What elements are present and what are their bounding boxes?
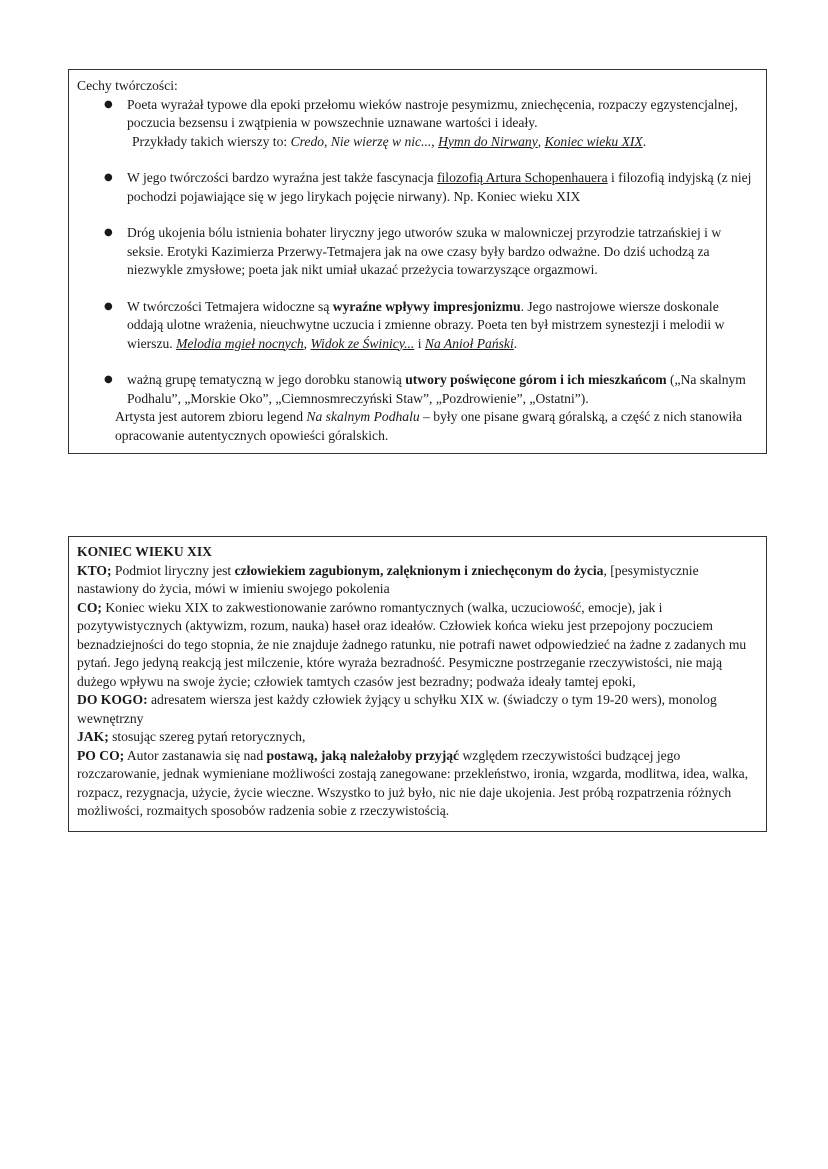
section-text: , [pesymistycznie nastawiony do życia, mówi w imieniu swojego pokolenia [77, 562, 699, 596]
separator: , [537, 133, 545, 149]
separator: . [513, 335, 518, 351]
poem-link-melodia[interactable] [176, 336, 304, 351]
poem-link-text: Hymn do Nirwany [438, 133, 538, 149]
bold-phrase: wyraźne wpływy impresjonizmu [332, 298, 521, 314]
do-kogo-section [77, 691, 758, 728]
section-text: Autor zastanawia się nad [124, 747, 267, 763]
list-item-text: . Jego nastrojowe wiersze doskonale oddają ulotne wrażenia, nieuchwytne uczucia i zmienne obrazy. Poeta ten był mistrzem synestezji i melodii w wierszu. [127, 298, 725, 351]
section-text: stosując szereg pytań retorycznych, [108, 729, 306, 744]
separator: i [414, 335, 425, 351]
section-label: JAK; [77, 729, 109, 744]
poem-link-aniol[interactable] [425, 336, 514, 351]
poem-link-text: Melodia mgieł nocnych [176, 335, 304, 351]
poem-title: Nie wierzę w nic... [330, 133, 432, 149]
separator: , [324, 133, 331, 149]
separator: , [303, 335, 311, 351]
kto-section [77, 562, 758, 599]
legends-paragraph [77, 408, 758, 445]
list-item [77, 96, 758, 152]
poem-link-text: Koniec wieku XIX [544, 133, 643, 149]
section-label: PO CO; [77, 747, 125, 763]
poem-analysis-box [68, 536, 767, 832]
schopenhauer-link[interactable]: filozofią Artura Schopenhauera [437, 170, 608, 185]
poem-title: Credo [290, 133, 325, 149]
poem-link-koniec[interactable] [545, 134, 643, 149]
characteristics-heading: Cechy twórczości: [77, 78, 178, 93]
section-text: względem rzeczywistości budzącej jego rozczarowanie, jednak wymieniane możliwości zostają zanegowane: przekleństwo, ironia, wzgarda, modlitwa, idea, walka, rozpacz, rezygnacja, użycie, życie wieczne. Wszystko to już było, nic nie daje ukojenia. Jest próbą rozpatrzenia różnych możliwości, rozmaitych sposobów radzenia sobie z rzeczywistością. [77, 747, 749, 818]
list-item-text: W twórczości Tetmajera widoczne są [127, 298, 333, 314]
section-text: adresatem wiersza jest każdy człowiek żyjący u schyłku XIX w. (świadczy o tym 19-20 wers), monolog wewnętrzny [77, 692, 717, 726]
list-item-text: ważną grupę tematyczną w jego dorobku stanowią [127, 372, 406, 387]
analysis-title [77, 543, 758, 562]
list-item [77, 169, 758, 206]
list-item-text: W jego twórczości bardzo wyraźna jest także fascynacja [127, 170, 437, 185]
separator: . [642, 133, 647, 149]
list-item-text: Dróg ukojenia bólu istnienia bohater liryczny jego utworów szuka w malowniczej przyrodzie tatrzańskiej i w seksie. Erotyki Kazimierza Przerwy-Tetmajera jak na owe czasy były bardzo odważne. Do dziś uchodzą za niezwykle zmysłowe; poeta jak nikt umiał ukazać przeżycia towarzyszące orgazmowi. [127, 225, 722, 277]
list-item-text: Poeta wyrażał typowe dla epoki przełomu wieków nastroje pesymizmu, zniechęcenia, rozpaczy egzystencjalnej, poczucia bezsensu i zwątpienia w powszechnie uznawane wartości i ideały. [127, 96, 738, 130]
section-label: CO; [77, 599, 102, 615]
characteristics-list [77, 96, 758, 409]
po-co-section [77, 747, 758, 821]
section-text: Podmiot liryczny jest [111, 562, 235, 578]
bold-phrase: utwory poświęcone górom i ich mieszkańcom [405, 372, 667, 387]
bold-phrase: postawą, jaką należałoby przyjąć [266, 747, 460, 763]
list-item-text: („Na skalnym Podhalu”, „Morskie Oko”, „Ciemnosmreczyński Staw”, „Pozdrowienie”, „Ostatni”). [127, 372, 746, 406]
list-item [77, 224, 758, 280]
section-label: KTO; [77, 562, 112, 578]
bold-phrase: człowiekiem zagubionym, zalęknionym i zniechęconym do życia [234, 562, 604, 578]
separator: , [431, 133, 439, 149]
examples-prefix: Przykłady takich wierszy to: [132, 133, 291, 149]
analysis-title-text: KONIEC WIEKU XIX [77, 544, 212, 559]
jak-section [77, 728, 758, 747]
co-section [77, 599, 758, 692]
characteristics-box [68, 69, 767, 454]
list-item [77, 371, 758, 408]
examples-line [127, 133, 758, 152]
section-text: Koniec wieku XIX to zakwestionowanie zarówno romantycznych (walka, uczuciowość, emocje), jak i pozytywistycznych (aktywizm, rozum, nauka) haseł oraz ideałów. Człowiek końca wieku jest przepojony poczuciem beznadziejności do tego stopnia, że nie znajduje żadnego ratunku, nie potrafi nawet odpowiedzieć na żadne z zadanych mu pytań. Jego jedyną reakcją jest milczenie, które wyraża bezradność. Pesymiczne postrzeganie rzeczywistości, nie mają dużego wpływu na swoje życie; człowiek tamtych czasów jest bezradny; podważa ideały tamtej epoki, [77, 599, 747, 689]
poem-link-text: Widok ze Świnicy... [310, 335, 415, 351]
paragraph-text: Artysta jest autorem zbioru legend [115, 409, 307, 424]
book-title: Na skalnym Podhalu [306, 409, 420, 424]
paragraph-text: – były one pisane gwarą góralską, a część z nich stanowiła opracowanie autentycznych opowieści góralskich. [115, 409, 743, 443]
poem-link-widok[interactable] [310, 336, 414, 351]
poem-link-text: Na Anioł Pański [424, 335, 514, 351]
section-label: DO KOGO: [77, 692, 148, 707]
list-item [77, 298, 758, 354]
list-item-text: i filozofią indyjską (z niej pochodzi pojawiające się w jego lirykach pojęcie nirwany). Np. Koniec wieku XIX [127, 170, 752, 204]
poem-link-hymn[interactable] [438, 134, 538, 149]
